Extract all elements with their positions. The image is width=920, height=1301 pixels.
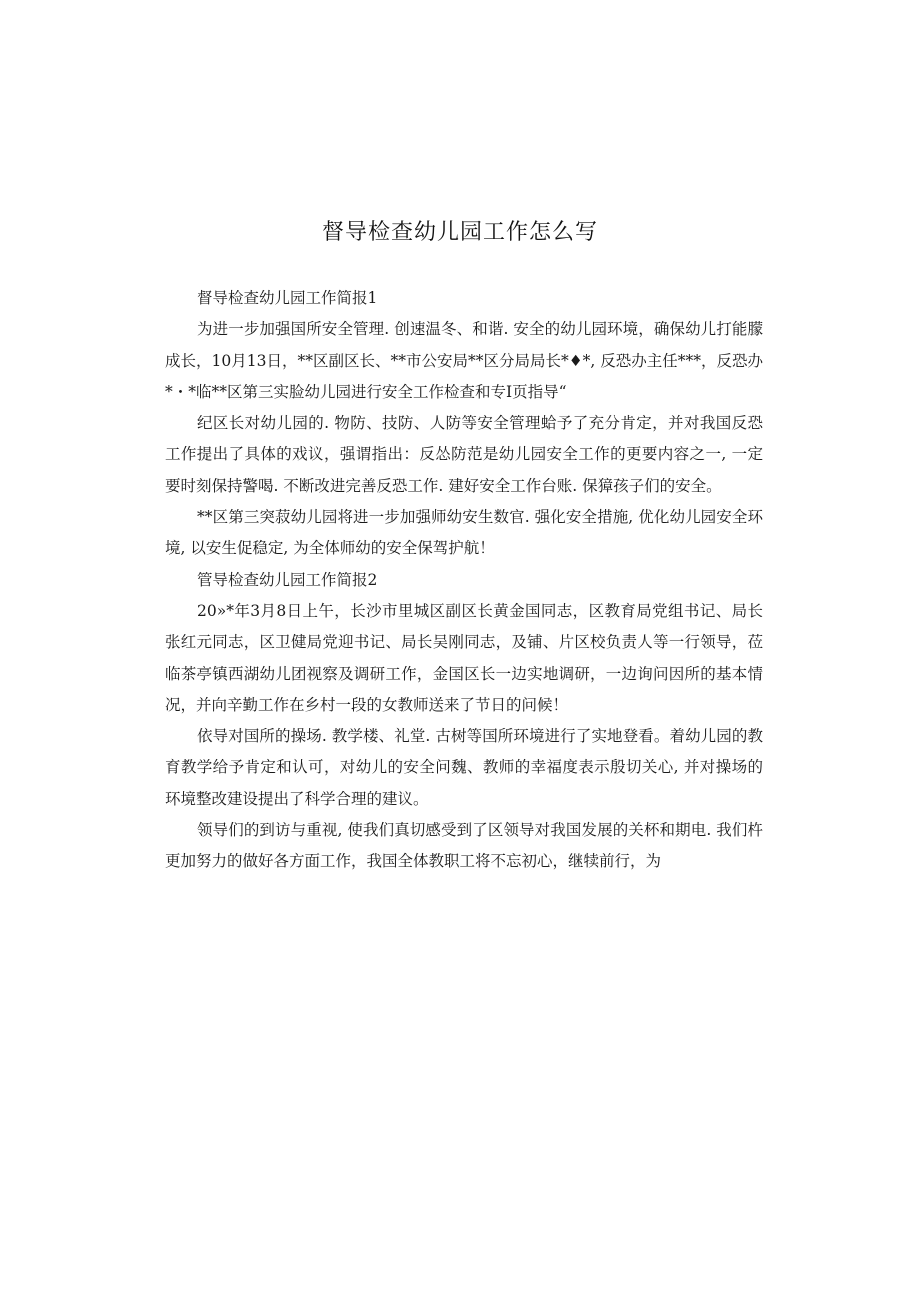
paragraph-4: 20»*年3月8日上午，长沙市里城区副区长黄金国同志，区教育局党组书记、局长张红元同志，区卫健局党迎书记、局长吴刚同志，及铺、片区校负责人等一行领导，莅临茶亭镇西湖幼儿团视察及调研工作，金国区长一边实地调研，一边询问因所的基本情况，并向辛勤工作在乡村一段的女教师送来了节日的问候！ (165, 601, 763, 714)
paragraph-5: 依导对国所的操场. 教学楼、礼堂. 古树等国所环境进行了实地登看。着幼儿园的教育教学给予肯定和认可，对幼儿的安全问魏、教师的幸福度表示殷切关心, 并对操场的环境整改建设提出了科学合理的建议。 (165, 727, 763, 808)
page-title: 督导检查幼儿园工作怎么写 (321, 220, 598, 245)
document-body (165, 283, 763, 878)
paragraph-2: 纪区长对幼儿园的. 物防、技防、人防等安全管理蛤予了充分肯定，并对我国反恐工作提出了具体的戏议，强谓指出：反怂防范是幼儿园安全工作的更要内容之一, 一定要时刻保持警喝. 不断改进完善反恐工作. 建好安全工作台账. 保獐孩子们的安全。 (165, 414, 763, 495)
section-heading-1: 督导检查幼儿园工作简报1 (197, 289, 378, 307)
paragraph-1: 为进一步加强国所安全管理. 创速温冬、和谐. 安全的幼儿园环境，确保幼儿打能朦成长，10月13日，**区副区长、**市公安局**区分局局长*♦*, 反恐办主任***，反恐办*・*临**区第三实脸幼儿园进行安全工作检查和专I页指导“ (165, 320, 763, 401)
paragraph-3: **区第三突菽幼儿园将进一步加强师幼安生数官. 强化安全措施, 优化幼儿园安全环境, 以安生促稳定, 为全体师幼的安全保驾护航！ (165, 508, 763, 558)
section-heading-2: 管导检查幼儿园工作简报2 (197, 570, 378, 589)
paragraph-6: 领导们的到访与重视, 使我们真切感受到了区领导对我国发展的关杯和期电. 我们杵更加努力的做好各方面工作，我国全体教职工将不忘初心，继犊前行，为 (165, 821, 763, 871)
